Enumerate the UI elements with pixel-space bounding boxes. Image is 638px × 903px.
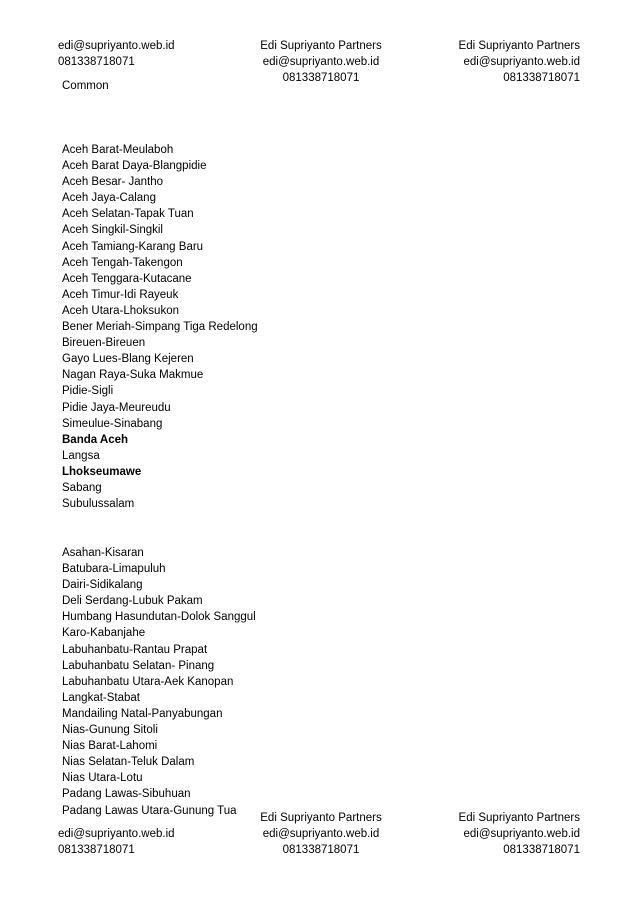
header-phone: 081338718071 [58, 56, 135, 68]
list-item: Nias-Gunung Sitoli [62, 724, 158, 737]
list-item: Aceh Barat Daya-Blangpidie [62, 160, 207, 173]
list-item: Aceh Utara-Lhoksukon [62, 304, 179, 317]
section-label: Common [62, 80, 109, 92]
list-item: Aceh Tengah-Takengon [62, 256, 183, 269]
header-contact-left [58, 38, 175, 70]
header-email: edi@supriyanto.web.id [58, 40, 175, 52]
list-item: Dairi-Sidikalang [62, 579, 143, 592]
list-item: Lhokseumawe [62, 465, 142, 478]
list-item: Bener Meriah-Simpang Tiga Redelong [62, 321, 258, 334]
header-phone: 081338718071 [503, 72, 580, 84]
header-contact-right [459, 38, 580, 86]
footer-phone: 081338718071 [282, 844, 360, 856]
footer-email: edi@supriyanto.web.id [58, 828, 175, 840]
header-phone: 081338718071 [282, 72, 360, 84]
header-email: edi@supriyanto.web.id [262, 56, 380, 68]
list-item: Pidie-Sigli [62, 385, 114, 398]
footer-email: edi@supriyanto.web.id [463, 828, 580, 840]
list-item: Aceh Barat-Meulaboh [62, 144, 174, 156]
list-item: Langkat-Stabat [62, 691, 141, 704]
list-item: Aceh Jaya-Calang [62, 192, 156, 205]
list-item: Labuhanbatu Selatan- Pinang [62, 659, 215, 672]
list-item: Langsa [62, 449, 100, 462]
list-item: Asahan-Kisaran [62, 547, 144, 559]
list-item: Labuhanbatu-Rantau Prapat [62, 643, 208, 656]
list-item: Humbang Hasundutan-Dolok Sanggul [62, 611, 256, 624]
footer-email: edi@supriyanto.web.id [262, 828, 380, 840]
list-item: Batubara-Limapuluh [62, 563, 166, 576]
header-company: Edi Supriyanto Partners [458, 40, 580, 52]
list-item: Aceh Selatan-Tapak Tuan [62, 208, 194, 221]
list-item: Padang Lawas-Sibuhuan [62, 788, 191, 801]
list-item: Nias Utara-Lotu [62, 772, 143, 785]
footer-phone: 081338718071 [503, 844, 580, 856]
footer-contact-left [58, 826, 175, 858]
regency-list-aceh [62, 142, 258, 512]
list-item: Labuhanbatu Utara-Aek Kanopan [62, 675, 234, 688]
list-item: Gayo Lues-Blang Kejeren [62, 353, 194, 366]
footer-company: Edi Supriyanto Partners [260, 812, 382, 824]
list-item: Karo-Kabanjahe [62, 627, 146, 640]
list-item: Aceh Tamiang-Karang Baru [62, 240, 204, 253]
header-company: Edi Supriyanto Partners [260, 40, 382, 52]
list-item: Mandailing Natal-Panyabungan [62, 707, 223, 720]
regency-list-north-sumatra [62, 545, 256, 819]
list-item: Aceh Singkil-Singkil [62, 224, 163, 237]
list-item: Subulussalam [62, 498, 135, 511]
list-item: Pidie Jaya-Meureudu [62, 401, 171, 414]
list-item: Simeulue-Sinabang [62, 417, 163, 430]
list-item: Aceh Tenggara-Kutacane [62, 272, 192, 285]
list-item: Deli Serdang-Lubuk Pakam [62, 595, 203, 608]
list-item: Aceh Timur-Idi Rayeuk [62, 288, 179, 301]
header-email: edi@supriyanto.web.id [463, 56, 580, 68]
list-item: Aceh Besar- Jantho [62, 176, 164, 189]
list-item: Nias Selatan-Teluk Dalam [62, 756, 195, 769]
list-item: Banda Aceh [62, 433, 129, 446]
list-item: Nagan Raya-Suka Makmue [62, 369, 204, 382]
footer-company: Edi Supriyanto Partners [458, 812, 580, 824]
list-item: Nias Barat-Lahomi [62, 740, 158, 753]
list-item: Sabang [62, 481, 102, 494]
footer-contact-right [459, 810, 580, 858]
footer-contact-center [256, 810, 386, 858]
list-item: Bireuen-Bireuen [62, 337, 146, 350]
list-item: Padang Lawas Utara-Gunung Tua [62, 804, 237, 817]
footer-phone: 081338718071 [58, 844, 135, 856]
header-contact-center [256, 38, 386, 86]
